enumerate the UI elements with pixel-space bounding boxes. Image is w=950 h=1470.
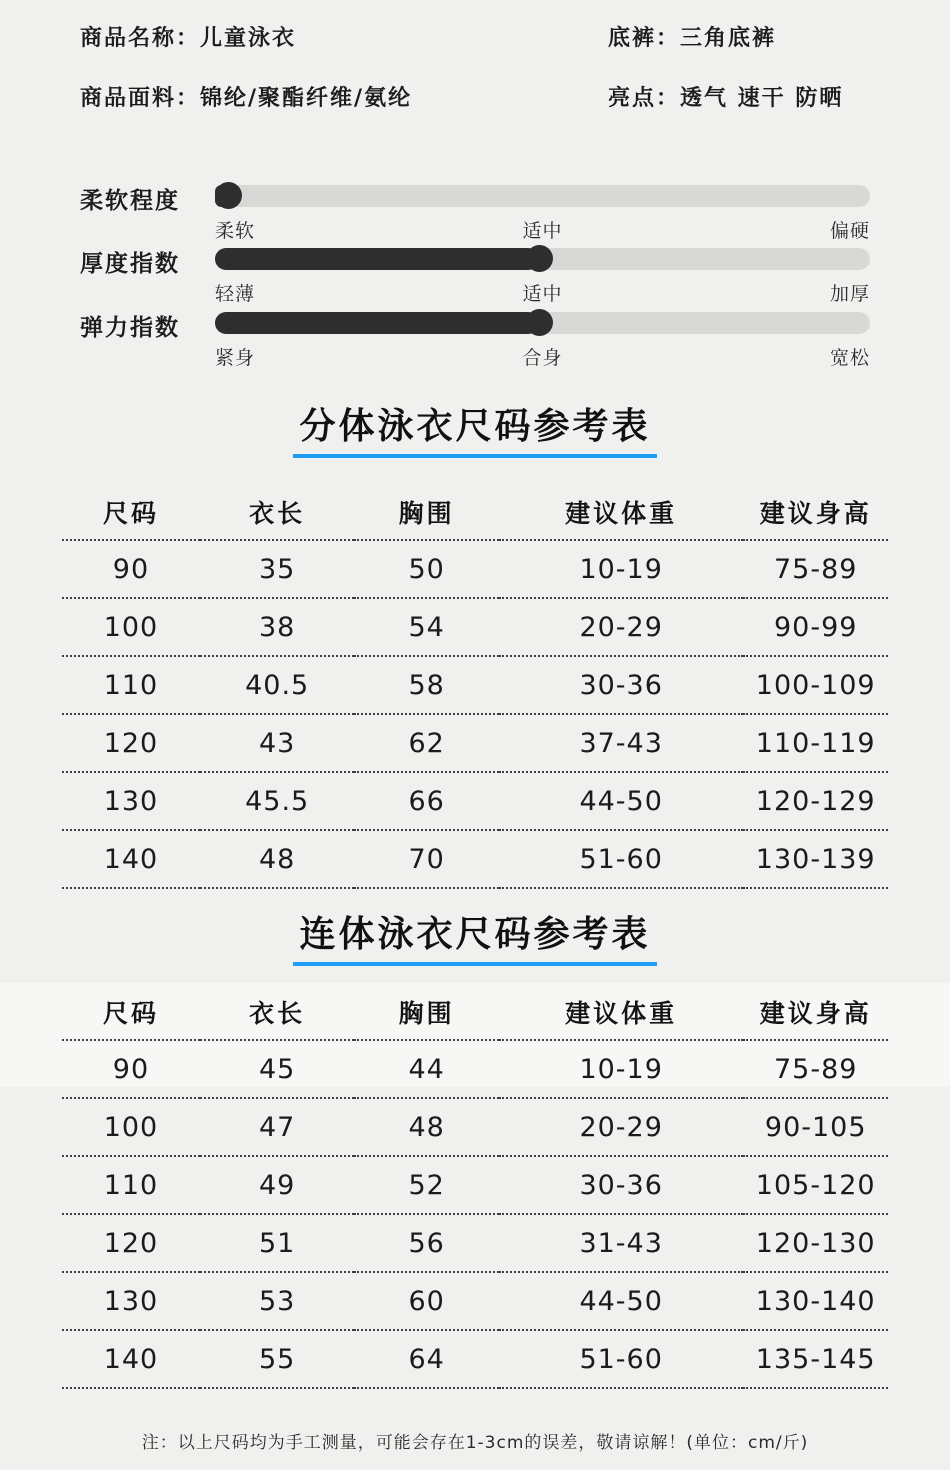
product-name-value: 儿童泳衣	[200, 26, 297, 51]
table-row	[62, 772, 888, 830]
table-title	[0, 398, 950, 458]
slider-tick-labels	[215, 279, 870, 306]
table-cell: 54	[354, 598, 499, 656]
table-cell: 35	[200, 540, 354, 598]
table-cell: 44-50	[499, 1272, 743, 1330]
table-row	[62, 1330, 888, 1388]
table-cell: 47	[200, 1098, 354, 1156]
slider-label: 柔软程度	[80, 188, 180, 214]
column-header: 胸围	[354, 484, 499, 540]
table-cell: 52	[354, 1156, 499, 1214]
highlights-item	[608, 84, 843, 114]
table-cell: 30-36	[499, 1156, 743, 1214]
bottom-style-label: 底裤：	[608, 26, 681, 51]
table-cell: 130-139	[743, 830, 888, 888]
slider-tick-label: 合身	[522, 347, 563, 369]
table-title-text: 连体泳衣尺码参考表	[293, 906, 656, 966]
table-cell: 10-19	[499, 540, 743, 598]
table-row	[62, 656, 888, 714]
table-cell: 130	[62, 772, 200, 830]
table-cell: 51-60	[499, 830, 743, 888]
table-cell: 53	[200, 1272, 354, 1330]
table-cell: 50	[354, 540, 499, 598]
slider-tick-label: 柔软	[215, 220, 256, 242]
slider-row	[0, 178, 950, 242]
table-row	[62, 1156, 888, 1214]
table-cell: 38	[200, 598, 354, 656]
table-cell: 48	[200, 830, 354, 888]
column-header: 衣长	[200, 984, 354, 1040]
table-row	[62, 598, 888, 656]
table-cell: 51	[200, 1214, 354, 1272]
slider-track	[215, 185, 870, 207]
table-cell: 49	[200, 1156, 354, 1214]
table-cell: 43	[200, 714, 354, 772]
split-swimsuit-size-table-section	[0, 398, 950, 889]
slider-tick-label: 轻薄	[215, 283, 256, 305]
table-cell: 62	[354, 714, 499, 772]
table-row	[62, 540, 888, 598]
slider-row	[0, 241, 950, 305]
table-cell: 56	[354, 1214, 499, 1272]
slider-knob	[526, 309, 553, 336]
slider-tick-label: 宽松	[829, 347, 870, 369]
table-cell: 58	[354, 656, 499, 714]
column-header: 尺码	[62, 984, 200, 1040]
slider-tick-label: 适中	[522, 220, 563, 242]
table-cell: 120-129	[743, 772, 888, 830]
column-header: 尺码	[62, 484, 200, 540]
table-cell: 31-43	[499, 1214, 743, 1272]
slider-tick-label: 偏硬	[829, 220, 870, 242]
slider-tick-label: 适中	[522, 283, 563, 305]
table-cell: 75-89	[743, 1040, 888, 1098]
table-cell: 140	[62, 830, 200, 888]
table-title	[0, 906, 950, 966]
table-cell: 44-50	[499, 772, 743, 830]
table-cell: 100-109	[743, 656, 888, 714]
fabric-item	[80, 84, 412, 114]
table-cell: 64	[354, 1330, 499, 1388]
table-cell: 45	[200, 1040, 354, 1098]
table-cell: 44	[354, 1040, 499, 1098]
slider-track	[215, 248, 870, 270]
table-cell: 10-19	[499, 1040, 743, 1098]
table-cell: 51-60	[499, 1330, 743, 1388]
slider-knob	[215, 182, 242, 209]
table-cell: 37-43	[499, 714, 743, 772]
table-title-text: 分体泳衣尺码参考表	[293, 398, 656, 458]
table-cell: 30-36	[499, 656, 743, 714]
size-table	[62, 484, 888, 889]
table-cell: 60	[354, 1272, 499, 1330]
table-cell: 90-105	[743, 1098, 888, 1156]
table-cell: 110	[62, 656, 200, 714]
table-cell: 75-89	[743, 540, 888, 598]
column-header: 建议体重	[499, 484, 743, 540]
table-cell: 20-29	[499, 1098, 743, 1156]
table-cell: 120	[62, 1214, 200, 1272]
table-cell: 90-99	[743, 598, 888, 656]
highlights-value: 透气 速干 防晒	[680, 86, 844, 111]
column-header: 建议身高	[743, 484, 888, 540]
table-row	[62, 1272, 888, 1330]
table-row	[62, 714, 888, 772]
table-cell: 55	[200, 1330, 354, 1388]
slider-track	[215, 312, 870, 334]
table-cell: 90	[62, 1040, 200, 1098]
fabric-value: 锦纶/聚酯纤维/氨纶	[200, 86, 413, 111]
table-cell: 66	[354, 772, 499, 830]
slider-knob	[526, 245, 553, 272]
slider-tick-label: 加厚	[829, 283, 870, 305]
slider-label: 厚度指数	[80, 251, 180, 277]
table-cell: 105-120	[743, 1156, 888, 1214]
table-cell: 135-145	[743, 1330, 888, 1388]
slider-tick-labels	[215, 343, 870, 370]
table-cell: 110	[62, 1156, 200, 1214]
table-cell: 40.5	[200, 656, 354, 714]
product-name-item	[80, 24, 296, 54]
column-header: 建议身高	[743, 984, 888, 1040]
fabric-label: 商品面料：	[80, 86, 201, 111]
column-header: 胸围	[354, 984, 499, 1040]
column-header: 衣长	[200, 484, 354, 540]
table-row	[62, 1098, 888, 1156]
table-cell: 120-130	[743, 1214, 888, 1272]
table-cell: 100	[62, 1098, 200, 1156]
table-cell: 140	[62, 1330, 200, 1388]
column-header: 建议体重	[499, 984, 743, 1040]
slider-row	[0, 305, 950, 369]
slider-fill	[215, 312, 539, 334]
highlights-label: 亮点：	[608, 86, 681, 111]
table-row	[62, 1214, 888, 1272]
slider-tick-labels	[215, 216, 870, 243]
table-cell: 90	[62, 540, 200, 598]
bottom-style-value: 三角底裤	[680, 26, 777, 51]
table-cell: 130	[62, 1272, 200, 1330]
table-cell: 48	[354, 1098, 499, 1156]
table-cell: 120	[62, 714, 200, 772]
product-name-label: 商品名称：	[80, 26, 201, 51]
table-cell: 100	[62, 598, 200, 656]
slider-label: 弹力指数	[80, 315, 180, 341]
size-table	[62, 984, 888, 1389]
table-cell: 70	[354, 830, 499, 888]
slider-tick-label: 紧身	[215, 347, 256, 369]
table-row	[62, 830, 888, 888]
table-cell: 45.5	[200, 772, 354, 830]
bottom-style-item	[608, 24, 776, 54]
measurement-footnote: 注：以上尺码均为手工测量，可能会存在1-3cm的误差，敬请谅解！(单位：cm/斤)	[141, 1433, 809, 1453]
table-cell: 110-119	[743, 714, 888, 772]
table-cell: 20-29	[499, 598, 743, 656]
table-header-row	[62, 984, 888, 1040]
table-header-row	[62, 484, 888, 540]
table-row	[62, 1040, 888, 1098]
slider-fill	[215, 248, 539, 270]
onepiece-swimsuit-size-table-section	[0, 906, 950, 1389]
table-cell: 130-140	[743, 1272, 888, 1330]
